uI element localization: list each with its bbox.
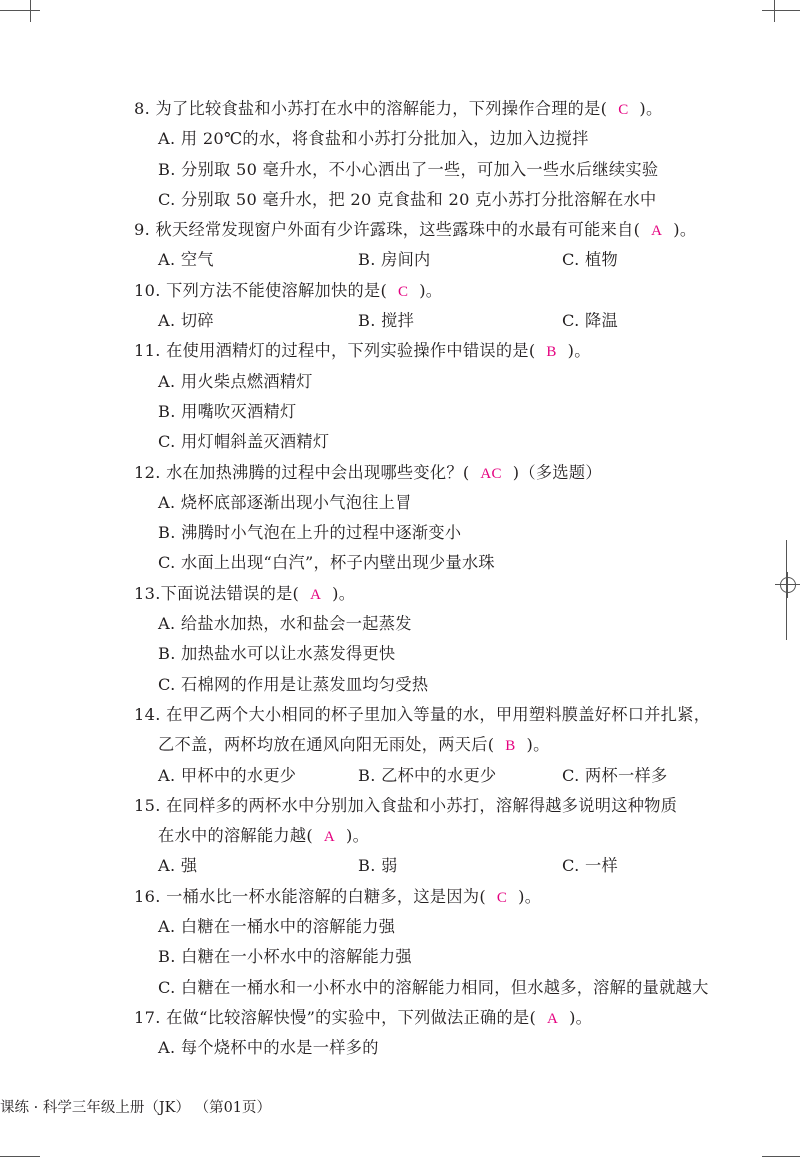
option-a: A. 甲杯中的水更少: [158, 765, 297, 785]
answer-mark: A: [323, 829, 336, 846]
question-13: [134, 579, 734, 609]
question-12: [134, 458, 734, 488]
crop-mark-bottom-right: [762, 1156, 800, 1157]
option-row: [134, 306, 734, 336]
option-a: A. 烧杯底部逐渐出现小气泡往上冒: [158, 492, 412, 512]
question-10: [134, 276, 734, 306]
option-b: B. 分别取 50 毫升水，不小心洒出了一些，可加入一些水后继续实验: [158, 159, 659, 179]
option-c: C. 一样: [562, 856, 618, 876]
option-c: C. 两杯一样多: [562, 765, 668, 785]
question-stem: 为了比较食盐和小苏打在水中的溶解能力，下列操作合理的是(: [150, 99, 608, 118]
option-row: [134, 851, 734, 881]
answer-mark: A: [310, 586, 322, 603]
question-tail: )。: [526, 735, 550, 755]
option-c: C. 降温: [562, 311, 618, 331]
question-17: [134, 1003, 734, 1033]
question-stem: 秋天经常发现窗户外面有少许露珠，这些露珠中的水最有可能来自(: [150, 220, 641, 240]
option-a: A. 强: [158, 856, 198, 876]
option-a: A. 给盐水加热，水和盐会一起蒸发: [158, 614, 412, 634]
option-c: C. 用灯帽斜盖灭酒精灯: [158, 432, 330, 452]
option-c: C. 白糖在一桶水和一小杯水中的溶解能力相同，但水越多，溶解的量就越大: [158, 977, 709, 997]
question-number: 9.: [134, 220, 151, 240]
option-a: A. 空气: [158, 250, 214, 270]
question-tail: )。: [419, 280, 443, 300]
option-a: A. 每个烧杯中的水是一样多的: [158, 1038, 379, 1058]
option-a: A. 用 20℃的水，将食盐和小苏打分批加入，边加入边搅拌: [158, 129, 589, 149]
question-tail: )。: [673, 220, 697, 240]
question-stem-cont: 在水中的溶解能力越(: [158, 826, 314, 846]
answer-mark: A: [651, 223, 663, 240]
question-14-continued: [134, 730, 734, 760]
question-stem: 在使用酒精灯的过程中，下列实验操作中错误的是(: [160, 341, 536, 361]
question-tail: )。: [567, 341, 591, 361]
option-row: [134, 245, 734, 275]
question-stem: 一桶水比一杯水能溶解的白糖多，这是因为(: [160, 886, 486, 906]
crop-mark-top-left: [0, 10, 40, 11]
answer-mark: B: [546, 344, 557, 361]
option-b: B. 白糖在一小杯水中的溶解能力强: [158, 947, 412, 967]
crop-mark-top-right: [762, 10, 800, 11]
option-b: B. 房间内: [358, 250, 431, 270]
question-stem: 在同样多的两杯水中分别加入食盐和小苏打，溶解得越多说明这种物质: [160, 795, 678, 815]
option-a: A. 用火柴点燃酒精灯: [158, 371, 313, 391]
question-15-continued: [134, 821, 734, 851]
crop-mark-top-right-v: [774, 0, 775, 22]
option-b: B. 乙杯中的水更少: [358, 765, 497, 785]
option-b: B. 弱: [358, 856, 398, 876]
question-9: [134, 215, 734, 245]
question-list: [134, 94, 734, 1064]
question-16: [134, 882, 734, 912]
question-number: 11.: [134, 341, 161, 361]
question-number: 12.: [134, 462, 161, 482]
question-stem: 水在加热沸腾的过程中会出现哪些变化？(: [160, 462, 470, 482]
crop-mark-bottom-left: [0, 1156, 40, 1157]
question-tail: )。: [345, 826, 370, 846]
option-b: B. 用嘴吹灭酒精灯: [158, 401, 297, 421]
question-tail: )。: [518, 886, 542, 906]
answer-mark: A: [547, 1010, 559, 1027]
option-c: C. 石棉网的作用是让蒸发皿均匀受热: [158, 674, 429, 694]
question-tail: )。: [569, 1007, 593, 1027]
crop-mark-top-left-v: [30, 0, 31, 22]
question-number: 8.: [134, 99, 151, 118]
question-stem: 在甲乙两个大小相同的杯子里加入等量的水，甲用塑料膜盖好杯口并扎紧，: [160, 704, 711, 724]
question-tail: )。: [639, 99, 663, 118]
question-number: 15.: [134, 795, 161, 815]
answer-mark: C: [397, 283, 409, 300]
option-a: A. 切碎: [158, 311, 214, 331]
registration-mark-icon: [780, 577, 796, 593]
question-stem: 下面说法错误的是(: [160, 583, 300, 603]
answer-mark: AC: [480, 465, 502, 482]
page-footer: 课练 · 科学三年级上册（JK） （第01页）: [0, 1100, 272, 1116]
option-c: C. 植物: [562, 250, 618, 270]
question-15: [134, 791, 734, 821]
question-stem-cont: 乙不盖，两杯均放在通风向阳无雨处，两天后(: [158, 735, 495, 755]
question-tail: )。: [332, 583, 356, 603]
question-stem: 下列方法不能使溶解加快的是(: [160, 280, 388, 300]
question-tail: )（多选题）: [512, 462, 602, 482]
option-row: [134, 761, 734, 791]
option-a: A. 白糖在一桶水中的溶解能力强: [158, 917, 396, 937]
option-c: C. 分别取 50 毫升水，把 20 克食盐和 20 克小苏打分批溶解在水中: [158, 189, 657, 209]
answer-mark: B: [505, 738, 516, 755]
answer-mark: C: [618, 102, 629, 118]
question-number: 10.: [134, 280, 161, 300]
question-number: 13.: [134, 583, 161, 603]
answer-mark: C: [496, 889, 508, 906]
question-number: 17.: [134, 1007, 161, 1027]
question-14: [134, 700, 734, 730]
question-8: [134, 94, 734, 124]
question-11: [134, 336, 734, 366]
option-c: C. 水面上出现“白汽”，杯子内壁出现少量水珠: [158, 553, 495, 573]
option-b: B. 搅拌: [358, 311, 415, 331]
option-b: B. 沸腾时小气泡在上升的过程中逐渐变小: [158, 523, 462, 543]
question-number: 14.: [134, 704, 161, 724]
option-b: B. 加热盐水可以让水蒸发得更快: [158, 644, 396, 664]
question-number: 16.: [134, 886, 161, 906]
question-stem: 在做“比较溶解快慢”的实验中，下列做法正确的是(: [160, 1007, 537, 1027]
